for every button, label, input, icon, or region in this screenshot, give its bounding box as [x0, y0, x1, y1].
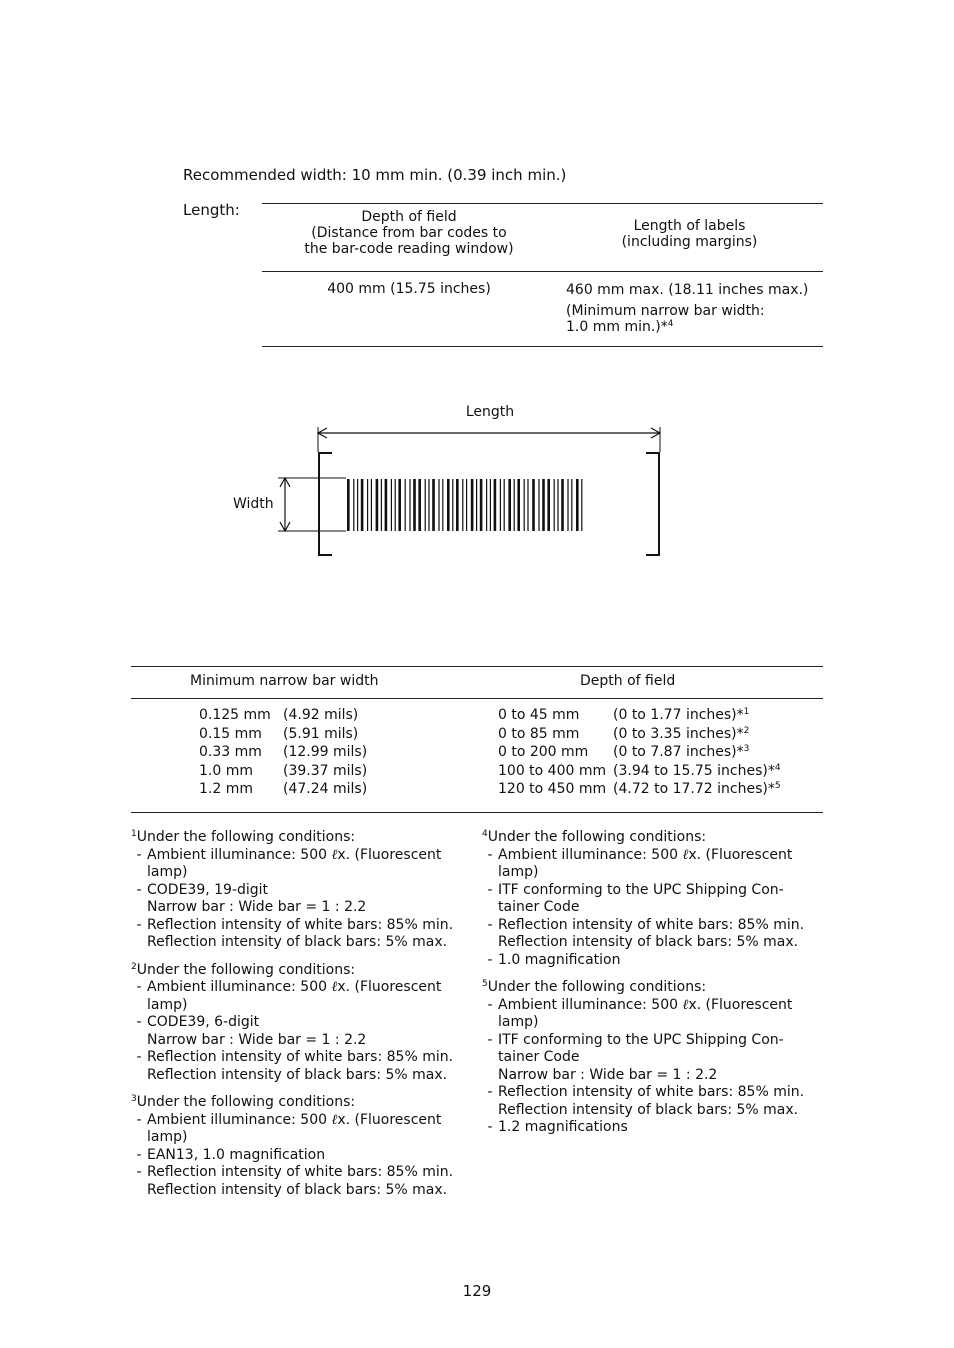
footnote-bullet: - Ambient illuminance: 500 ℓx. (Fluorescent lamp) [136, 979, 442, 1013]
table-cell-depth: 400 mm (15.75 inches) [327, 281, 491, 297]
barcode-bar [376, 479, 379, 531]
footnote-bullet: - Reflection intensity of white bars: 85% min. Reflection intensity of black bars: 5% max. [136, 1164, 454, 1198]
footnote-5 [482, 979, 817, 1137]
barcode-bar [527, 479, 528, 531]
barcode-bar [466, 479, 467, 531]
barcode-bar [398, 479, 401, 531]
footnote-4 [482, 829, 817, 969]
barcode-bar [452, 479, 453, 531]
barcode-bar [576, 479, 579, 531]
footnote-3 [131, 1094, 466, 1199]
table-cell: 0 to 45 mm [498, 707, 580, 723]
barcode-bar [508, 479, 511, 531]
barcode-bar [432, 479, 435, 531]
bar-table-header-left: Minimum narrow bar width [190, 673, 379, 689]
footnote-bullet: - Reflection intensity of white bars: 85% min. Reflection intensity of black bars: 5% max. [136, 1049, 454, 1083]
barcode-bar [395, 479, 396, 531]
barcode-bar [538, 479, 539, 531]
bar-table-bottom-rule [131, 812, 823, 813]
footnote-bullet: - Ambient illuminance: 500 ℓx. (Fluorescent lamp) [136, 1111, 442, 1145]
footnote-bullet: - ITF conforming to the UPC Shipping Con-tainer Code Narrow bar : Wide bar = 1 : 2.2 [487, 1031, 784, 1083]
barcode-bar [367, 479, 368, 531]
barcode-bar [391, 479, 392, 531]
table-top-rule [262, 203, 823, 204]
footnote-2 [131, 962, 466, 1085]
footnote-bullet: - 1.2 magnifications [487, 1119, 628, 1135]
barcode-bar [476, 479, 477, 531]
footnote-bullet: - CODE39, 19-digit Narrow bar : Wide bar = 1 : 2.2 [136, 881, 367, 915]
recommended-width-text: Recommended width: 10 mm min. (0.39 inch min.) [183, 166, 567, 184]
label-bracket-left [319, 453, 332, 555]
barcode-bar [524, 479, 525, 531]
barcode-bar [504, 479, 505, 531]
table-cell: (12.99 mils) [283, 744, 368, 760]
footnote-bullet: - Ambient illuminance: 500 ℓx. (Fluorescent lamp) [136, 846, 442, 880]
table-cell: 1.0 mm [199, 762, 253, 779]
barcode-bar [442, 479, 443, 531]
footnote-bullet: - Reflection intensity of white bars: 85% min. Reflection intensity of black bars: 5% max. [487, 916, 805, 950]
barcode-bar [494, 479, 497, 531]
barcode-bar [542, 479, 545, 531]
table-cell-length-note [566, 303, 765, 335]
barcode-bar [557, 479, 558, 531]
table-cell: (5.91 mils) [283, 725, 359, 742]
min-bar-width-line2: 1.0 mm min.)*$^4$ [566, 319, 674, 335]
header-depth-line1: Depth of field [361, 209, 457, 225]
header-depth-line3: the bar-code reading window) [304, 241, 514, 257]
footnote-bullet: - Ambient illuminance: 500 ℓx. (Fluorescent lamp) [487, 846, 793, 880]
header-depth-line2: (Distance from bar codes to [311, 225, 507, 241]
barcode-bar [490, 479, 491, 531]
table-cell: (39.37 mils) [283, 762, 368, 779]
barcode-bar [581, 479, 582, 531]
barcode-bar [462, 479, 463, 531]
footnotes-left [131, 829, 466, 1199]
table-header-depth [262, 209, 556, 257]
table-cell: (47.24 mils) [283, 781, 368, 797]
table-cell-length-line1: 460 mm max. (18.11 inches max.) [566, 282, 809, 298]
table-cell: (0 to 1.77 inches)*$^1$ [613, 707, 750, 723]
barcode-bar [567, 479, 568, 531]
table-cell: (3.94 to 15.75 inches)*$^4$ [613, 762, 781, 779]
table-cell: 100 to 400 mm [498, 762, 607, 779]
header-length-line2: (including margins) [621, 234, 758, 250]
footnote-bullet: - ITF conforming to the UPC Shipping Con-tainer Code [487, 881, 784, 915]
bar-table-mils-column [283, 706, 367, 799]
table-cell: 0 to 85 mm [498, 725, 580, 742]
barcode-bar [571, 479, 572, 531]
footnote-bullet: - CODE39, 6-digit Narrow bar : Wide bar = 1 : 2.2 [136, 1014, 367, 1048]
barcode-bar [353, 479, 354, 531]
label-diagram [270, 420, 670, 565]
bar-table-top-rule [131, 666, 823, 667]
min-bar-width-line1: (Minimum narrow bar width: [566, 303, 765, 319]
diagram-width-label: Width [233, 496, 274, 512]
barcode-bars [347, 479, 582, 531]
footnote-1 [131, 829, 466, 952]
barcode-bar [425, 479, 426, 531]
bar-table-header-rule [131, 698, 823, 699]
footnote-title: $^2$Under the following conditions: [131, 961, 356, 978]
footnote-title: $^3$Under the following conditions: [131, 1094, 356, 1110]
barcode-bar [357, 479, 358, 531]
footnote-bullet: - Reflection intensity of white bars: 85% min. Reflection intensity of black bars: 5% max. [487, 1084, 805, 1118]
barcode-bar [418, 479, 421, 531]
table-cell: 1.2 mm [199, 781, 253, 797]
table-cell: 0 to 200 mm [498, 744, 589, 760]
barcode-bar [347, 479, 350, 531]
bar-table-inches-column [613, 706, 781, 799]
barcode-bar [361, 479, 364, 531]
footnote-bullet: - EAN13, 1.0 magnification [136, 1146, 326, 1163]
barcode-bar [371, 479, 372, 531]
table-cell: 0.125 mm [199, 707, 271, 723]
footnote-bullet: - Ambient illuminance: 500 ℓx. (Fluorescent lamp) [487, 996, 793, 1030]
table-header-length [556, 218, 823, 250]
bar-table-range-column [498, 706, 606, 799]
table-cell: (0 to 3.35 inches)*$^2$ [613, 725, 750, 742]
footnote-title: $^1$Under the following conditions: [131, 829, 356, 845]
table-cell: 0.33 mm [199, 744, 262, 760]
barcode-bar [500, 479, 501, 531]
barcode-bar [471, 479, 474, 531]
barcode-bar [547, 479, 550, 531]
table-cell: 120 to 450 mm [498, 781, 607, 797]
table-bottom-rule [262, 346, 823, 347]
footnote-title: $^4$Under the following conditions: [482, 829, 707, 845]
footnote-bullet: - Reflection intensity of white bars: 85% min. Reflection intensity of black bars: 5% max. [136, 916, 454, 950]
barcode-bar [554, 479, 555, 531]
barcode-bar [532, 479, 535, 531]
barcode-bar [517, 479, 520, 531]
barcode-bar [385, 479, 388, 531]
barcode-bar [428, 479, 429, 531]
barcode-bar [561, 479, 564, 531]
bar-table-header-right: Depth of field [580, 673, 676, 689]
barcode-bar [381, 479, 382, 531]
bar-table-mm-column [199, 706, 271, 799]
table-cell: (4.72 to 17.72 inches)*$^5$ [613, 781, 781, 797]
length-label: Length: [183, 201, 240, 219]
table-cell: (4.92 mils) [283, 707, 359, 723]
barcode-bar [413, 479, 416, 531]
barcode-bar [409, 479, 410, 531]
barcode-bar [438, 479, 439, 531]
label-bracket-right [646, 453, 659, 555]
table-cell: (0 to 7.87 inches)*$^3$ [613, 744, 750, 760]
barcode-bar [514, 479, 515, 531]
table-cell: 0.15 mm [199, 725, 262, 742]
diagram-length-label: Length [465, 404, 515, 420]
page-number: 129 [462, 1282, 492, 1300]
barcode-bar [447, 479, 450, 531]
barcode-bar [456, 479, 459, 531]
barcode-bar [486, 479, 487, 531]
barcode-bar [480, 479, 483, 531]
footnotes-right [482, 829, 817, 1137]
header-length-line1: Length of labels [633, 218, 746, 234]
table-header-rule [262, 271, 823, 272]
footnote-title: $^5$Under the following conditions: [482, 979, 707, 995]
barcode-bar [405, 479, 406, 531]
footnote-bullet: - 1.0 magnification [487, 951, 621, 968]
